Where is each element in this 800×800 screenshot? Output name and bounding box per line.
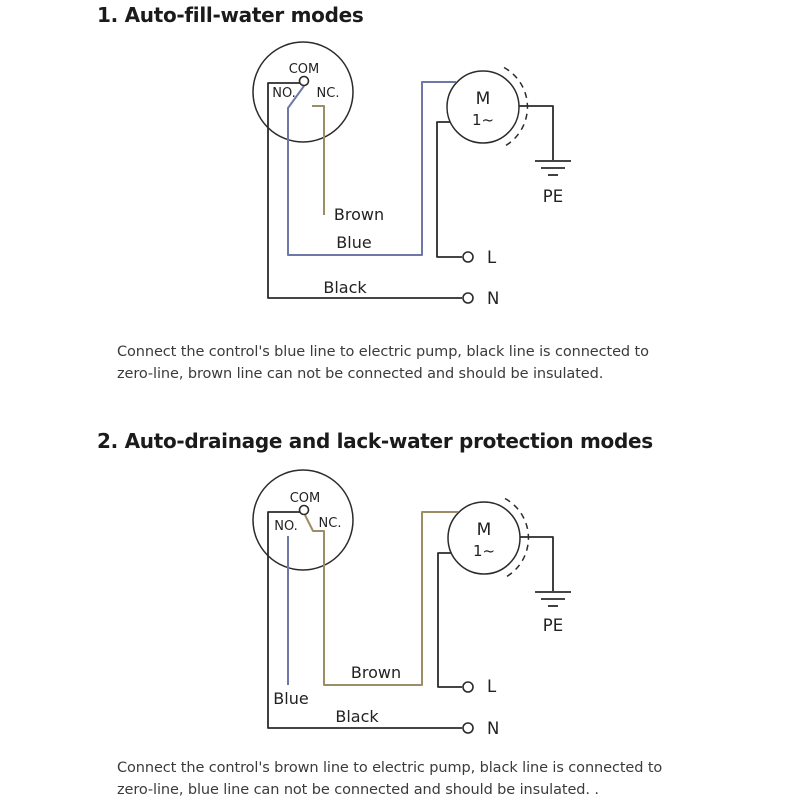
brown-wire: [305, 512, 458, 685]
caption-line: zero-line, brown line can not be connected and should be insulated.: [117, 366, 604, 382]
black-wire: [268, 83, 462, 298]
brown-wire-stub: [312, 106, 324, 215]
ground-icon: [535, 592, 571, 606]
com-terminal-dot: [300, 77, 309, 86]
section-2-heading: 2. Auto-drainage and lack-water protection modes: [97, 429, 653, 453]
motor-letter: M: [475, 89, 491, 109]
caption-line: Connect the control's brown line to electric pump, black line is connected to: [117, 760, 663, 776]
section-1-heading: 1. Auto-fill-water modes: [97, 3, 364, 27]
black-wire-label: Black: [323, 278, 367, 297]
motor-phase: 1~: [472, 542, 496, 560]
live-wire: [437, 122, 462, 257]
com-label: COM: [289, 491, 321, 506]
section-2-caption: [117, 757, 662, 800]
blue-wire: [288, 82, 456, 255]
no-label: NO.: [272, 86, 296, 101]
neutral-terminal: [463, 293, 473, 303]
auto-drainage-diagram: [0, 440, 800, 770]
motor-phase: 1~: [471, 111, 495, 129]
caption-line: Connect the control's blue line to electric pump, black line is connected to: [117, 344, 649, 360]
blue-wire-label: Blue: [273, 689, 309, 708]
motor-letter: M: [476, 520, 492, 540]
blue-wire-label: Blue: [336, 233, 372, 252]
live-terminal-label: L: [487, 248, 497, 267]
live-terminal: [463, 252, 473, 262]
pe-label: PE: [542, 187, 564, 206]
motor-shield-arc-icon: [504, 68, 527, 147]
earth-wire: [520, 537, 553, 591]
brown-wire-label: Brown: [350, 663, 402, 682]
com-terminal-dot: [300, 506, 309, 515]
live-wire: [438, 553, 462, 687]
auto-fill-water-diagram: [0, 0, 800, 340]
live-terminal-label: L: [487, 677, 497, 696]
no-label: NO.: [274, 519, 298, 534]
pe-label: PE: [542, 616, 564, 635]
nc-label: NC.: [316, 86, 340, 101]
neutral-terminal-label: N: [487, 289, 500, 308]
black-wire-label: Black: [335, 707, 379, 726]
neutral-terminal: [463, 723, 473, 733]
brown-wire-label: Brown: [333, 205, 385, 224]
com-label: COM: [288, 62, 320, 77]
motor-shield-arc-icon: [505, 499, 528, 578]
neutral-terminal-label: N: [487, 719, 500, 738]
nc-label: NC.: [318, 516, 342, 531]
section-1-caption: [117, 341, 649, 385]
earth-wire: [519, 106, 553, 160]
caption-line: zero-line, blue line can not be connected and should be insulated. .: [117, 782, 599, 798]
ground-icon: [535, 161, 571, 175]
live-terminal: [463, 682, 473, 692]
